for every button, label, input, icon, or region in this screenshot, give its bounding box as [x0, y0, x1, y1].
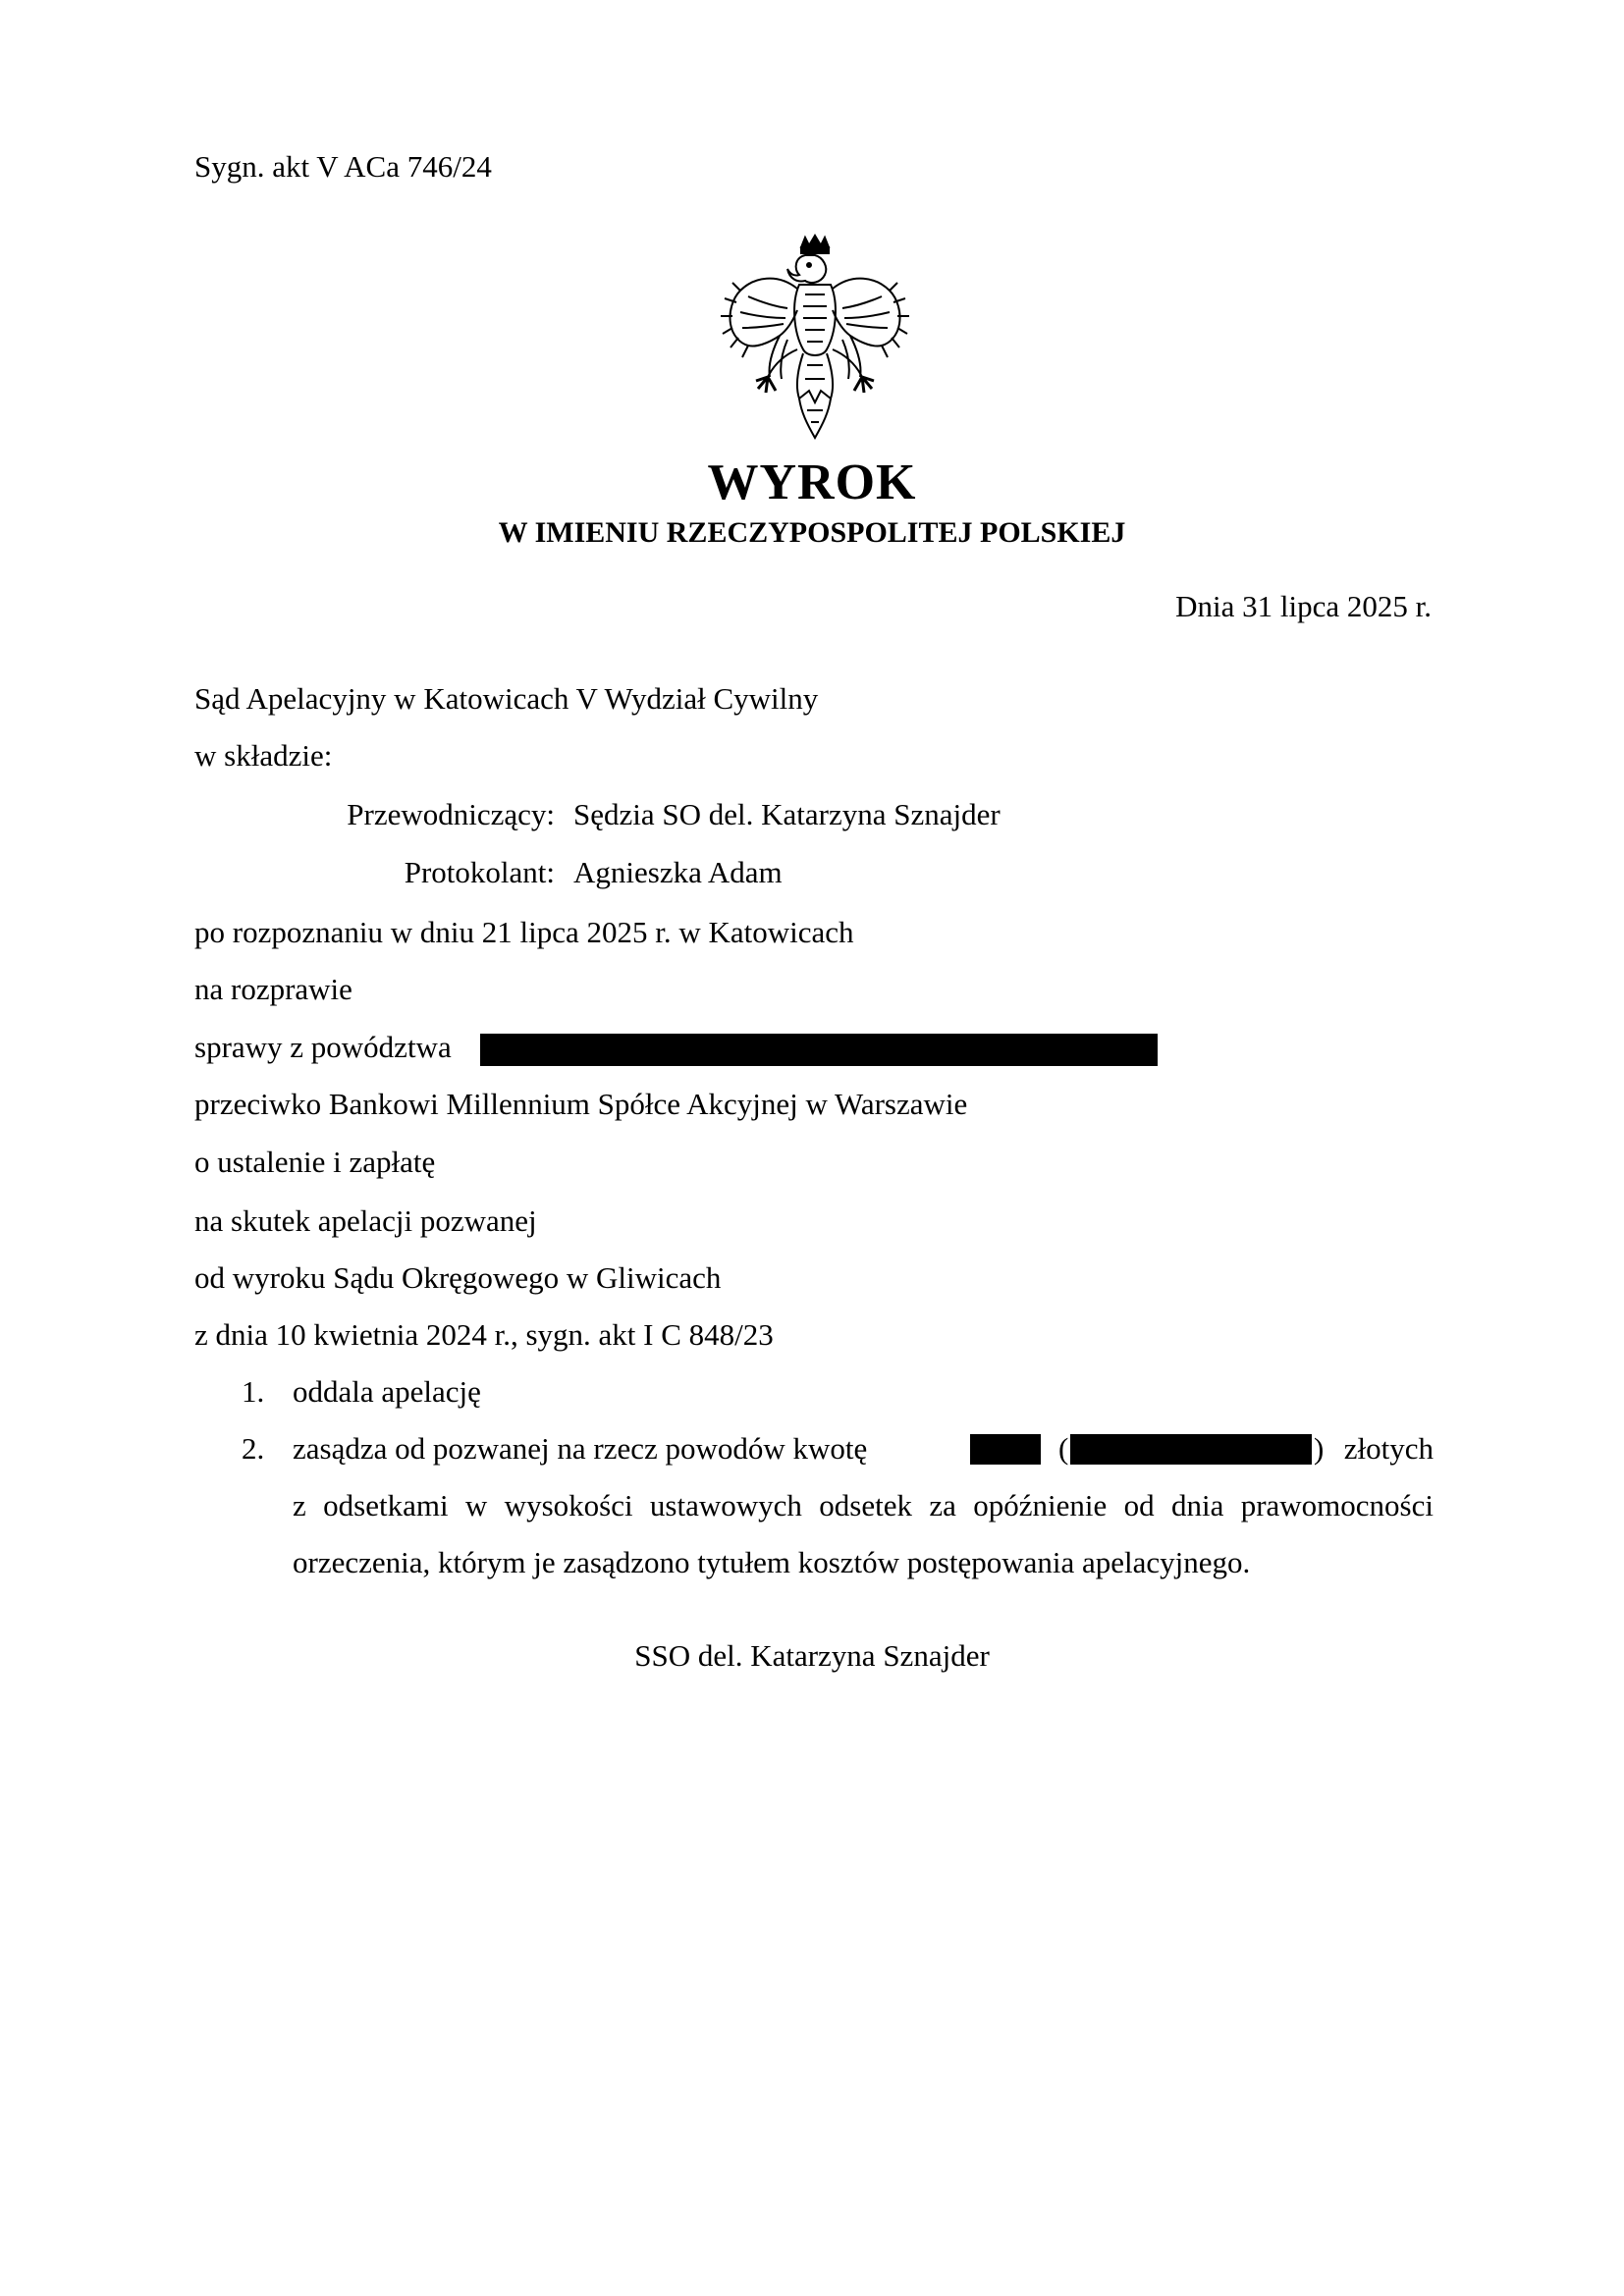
paren-open: (	[1058, 1431, 1069, 1466]
polish-eagle-emblem-icon	[719, 234, 911, 442]
redacted-amount-words	[1070, 1434, 1312, 1465]
clerk-label: Protokolant:	[404, 855, 555, 889]
session-line: na rozprawie	[194, 972, 352, 1006]
court-name: Sąd Apelacyjny w Katowicach V Wydział Cywilny	[194, 681, 819, 716]
paren-close: )	[1314, 1431, 1325, 1466]
from-judgment-line: od wyroku Sądu Okręgowego w Gliwicach	[194, 1260, 722, 1295]
chair-value: Sędzia SO del. Katarzyna Sznajder	[573, 797, 1001, 831]
redacted-amount	[970, 1434, 1041, 1465]
ruling-text-continued: orzeczenia, którym je zasądzono tytułem kosztów postępowania apelacyjnego.	[293, 1545, 1251, 1579]
ruling-text-continued: z odsetkami w wysokości ustawowych odsetek za opóźnienie od dnia prawomocności	[293, 1488, 1434, 1522]
ruling-number: 2.	[242, 1431, 265, 1466]
document-title: WYROK	[707, 454, 917, 510]
ruling-number: 1.	[242, 1374, 265, 1409]
ruling-text	[293, 1429, 1434, 1468]
subject-line: o ustalenie i zapłatę	[194, 1145, 436, 1179]
redacted-plaintiff	[480, 1034, 1158, 1066]
composition-label: w składzie:	[194, 738, 333, 773]
judge-signature-text: SSO del. Katarzyna Sznajder	[634, 1638, 990, 1673]
dated-line: z dnia 10 kwietnia 2024 r., sygn. akt I C 848/23	[194, 1317, 774, 1352]
clerk-value: Agnieszka Adam	[573, 855, 783, 889]
chair-label: Przewodniczący:	[347, 797, 555, 831]
ruling-line-start: zasądza od pozwanej na rzecz powodów kwotę	[293, 1431, 868, 1466]
case-line: sprawy z powództwa	[194, 1030, 452, 1064]
appeal-line: na skutek apelacji pozwanej	[194, 1203, 537, 1238]
ruling-text: oddala apelację	[293, 1374, 481, 1409]
case-signature: Sygn. akt V ACa 746/24	[194, 149, 492, 184]
document-subtitle: W IMIENIU RZECZYPOSPOLITEJ POLSKIEJ	[498, 516, 1126, 549]
against-line: przeciwko Bankowi Millennium Spółce Akcyjnej w Warszawie	[194, 1087, 968, 1121]
ruling-line-end: złotych	[1343, 1431, 1434, 1466]
judgment-date: Dnia 31 lipca 2025 r.	[1175, 589, 1432, 623]
judge-signature	[0, 1636, 1624, 1676]
hearing-line: po rozpoznaniu w dniu 21 lipca 2025 r. w Katowicach	[194, 915, 854, 949]
